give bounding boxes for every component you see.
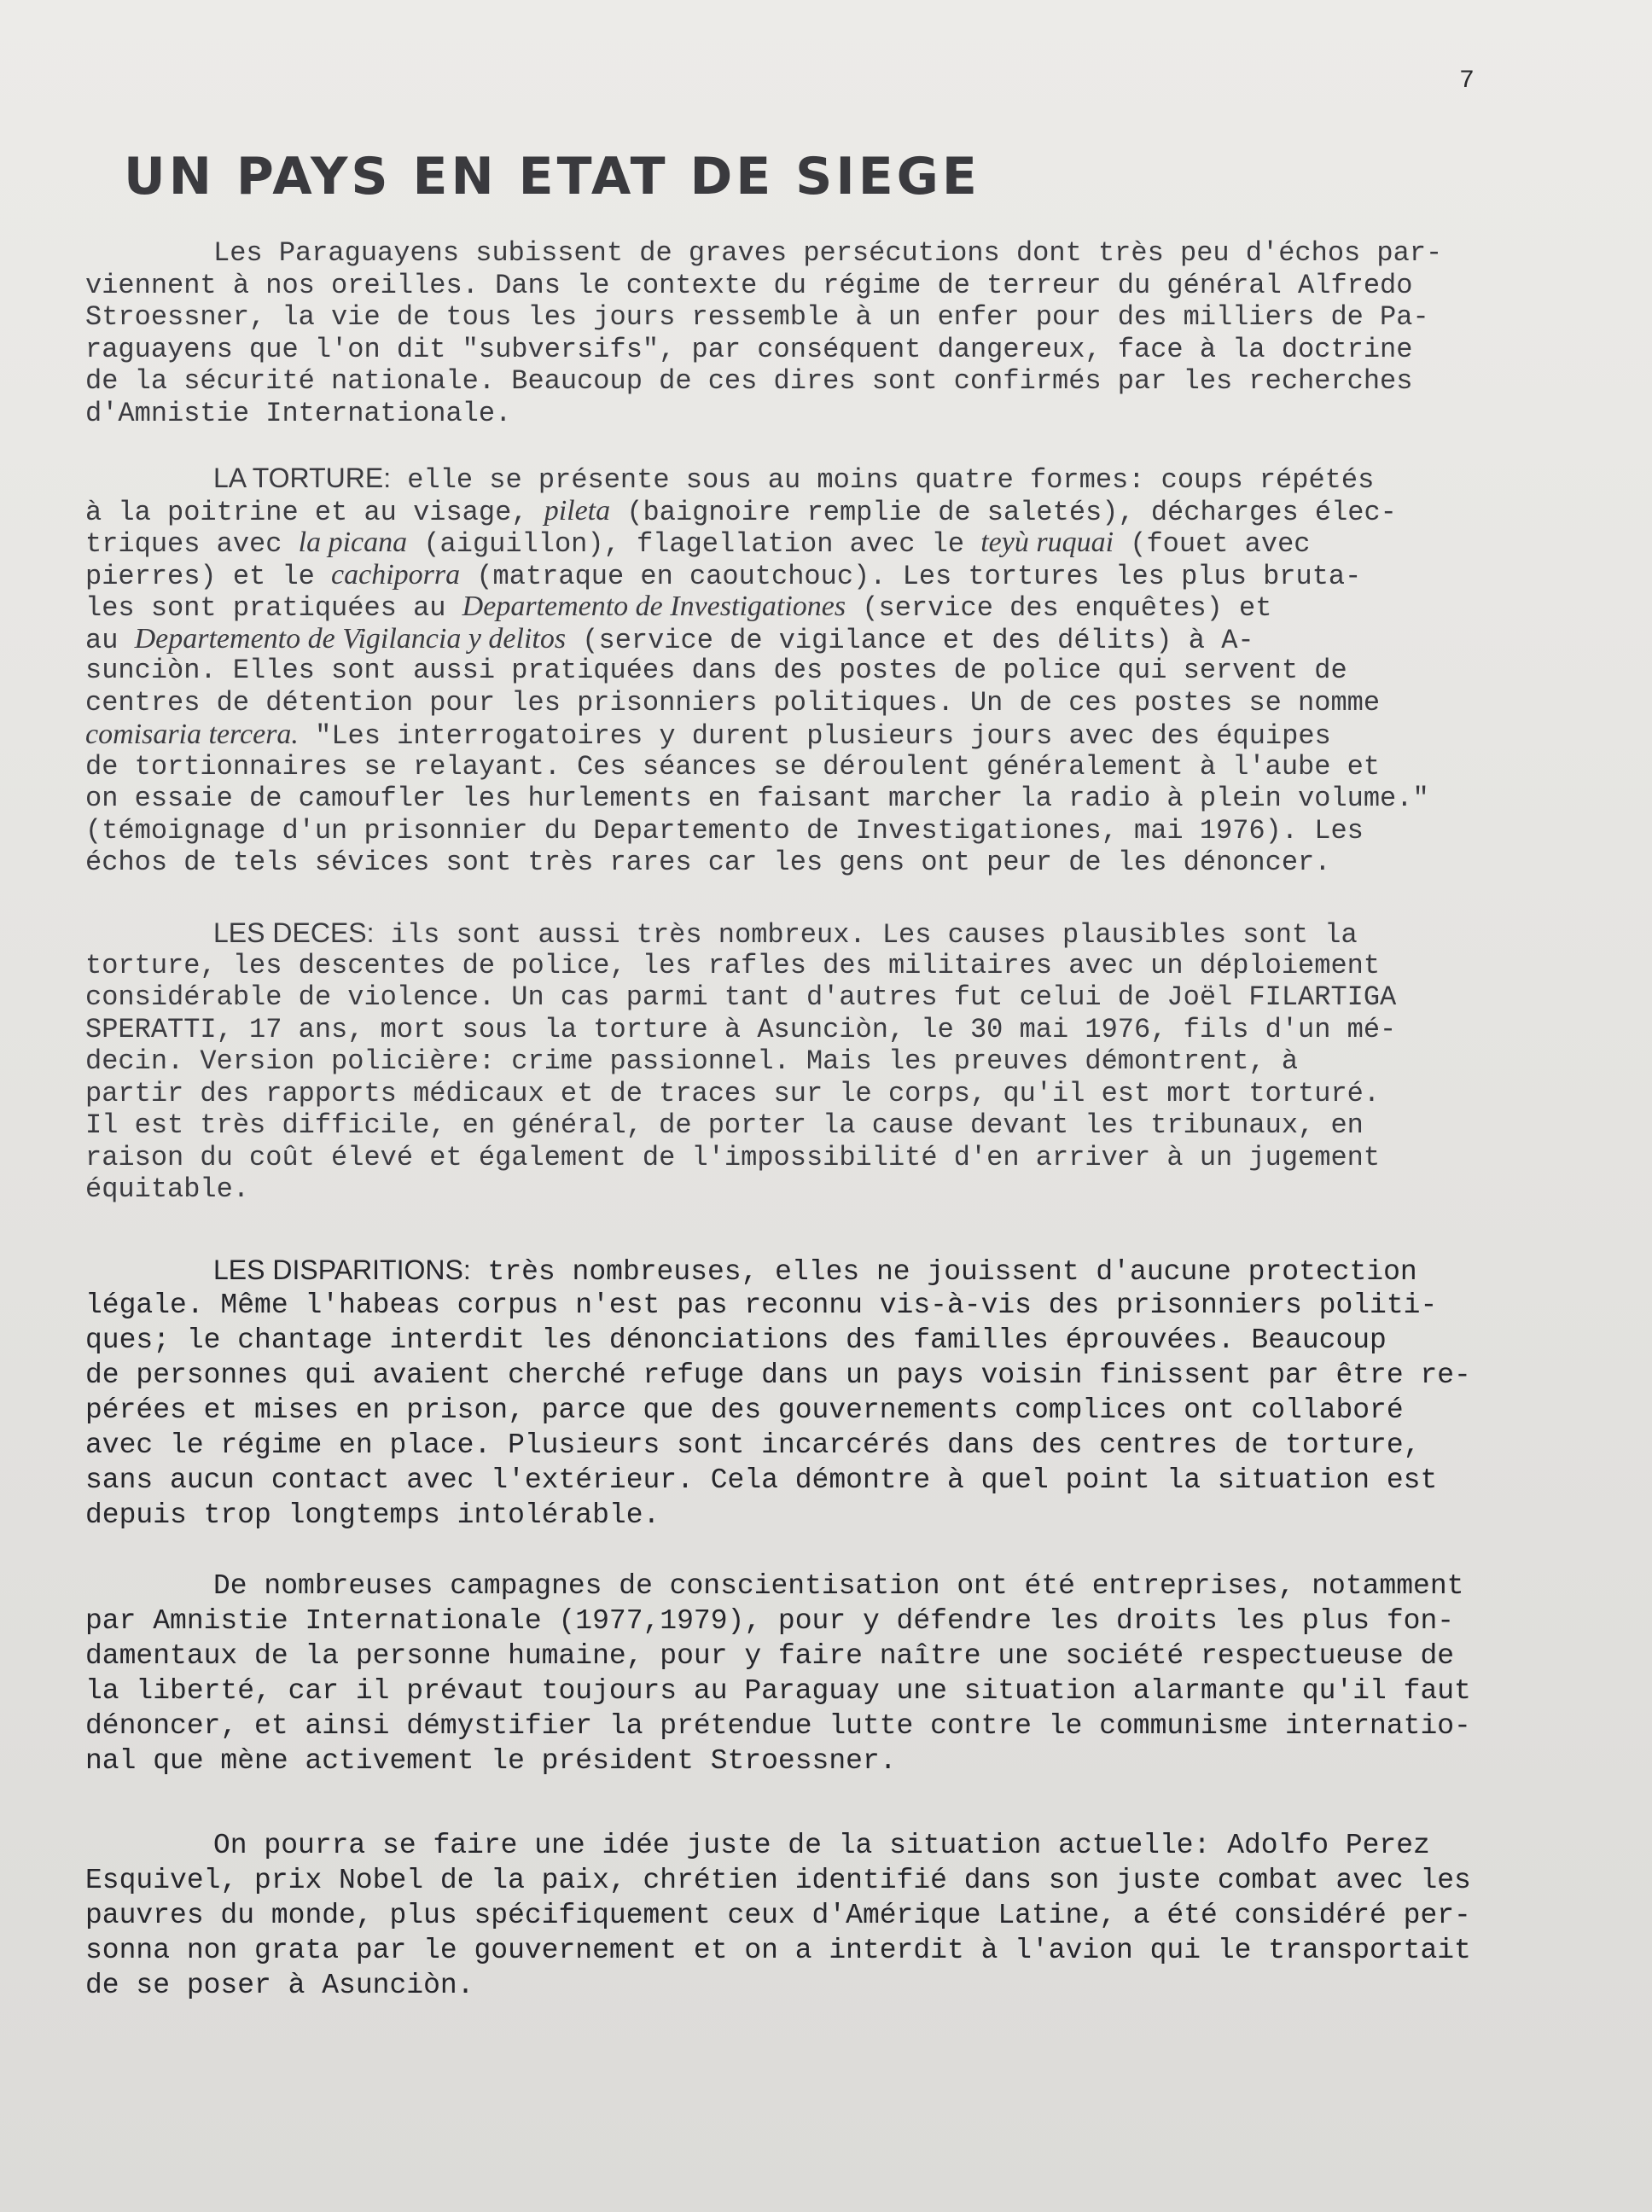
text-span: les sont pratiquées au — [85, 592, 446, 624]
italic-term: teyù ruquai — [980, 527, 1114, 558]
text-span: à la poitrine et au visage, — [85, 496, 528, 528]
text-line: avec le régime en place. Plusieurs sont incarcérés dans des centres de torture, — [85, 1429, 1421, 1461]
text-line — [85, 719, 1502, 751]
text-line: légale. Même l'habeas corpus n'est pas reconnu vis-à-vis des prisonniers politi- — [85, 1289, 1438, 1321]
text-line: de personnes qui avaient cherché refuge dans un pays voisin finissent par être re- — [85, 1359, 1471, 1391]
text-line — [85, 917, 1502, 950]
text-line — [85, 1828, 1502, 1863]
text-line: de tortionnaires se relayant. Ces séances se déroulent généralement à l'aube et — [85, 750, 1381, 783]
text-span: (fouet avec — [1130, 528, 1311, 560]
text-line: Il est très difficile, en général, de porter la cause devant les tribunaux, en — [85, 1109, 1364, 1141]
text-line: de se poser à Asunciòn. — [85, 1970, 474, 2001]
text-span: (aiguillon), flagellation avec le — [423, 528, 965, 560]
text-line: sunciòn. Elles sont aussi pratiquées dans des postes de police qui servent de — [85, 655, 1347, 686]
text-span: pierres) et le — [85, 560, 315, 592]
text-line — [85, 1569, 1502, 1604]
text-line: dénoncer, et ainsi démystifier la prétendue lutte contre le communisme internatio- — [85, 1710, 1471, 1742]
section-label-deces: LES DECES: — [213, 917, 375, 948]
disparitions-paragraph — [85, 1253, 1502, 1533]
text-span: (service de vigilance et des délits) à A- — [582, 624, 1254, 656]
text-line: on essaie de camoufler les hurlements en faisant marcher la radio à plein volume." — [85, 783, 1429, 814]
text-line: raguayens que l'on dit "subversifs", par conséquent dangereux, face à la doctrine — [85, 333, 1413, 365]
text-span: (service des enquêtes) et — [862, 592, 1272, 624]
text-line: centres de détention pour les prisonniers politiques. Un de ces postes se nomme — [85, 686, 1381, 719]
text-span: ils sont aussi très nombreux. Les causes plausibles sont la — [390, 919, 1358, 951]
text-line: sans aucun contact avec l'extérieur. Cela démontre à quel point la situation est — [85, 1464, 1438, 1496]
text-span: De nombreuses campagnes de conscientisation ont été entreprises, notamment — [213, 1570, 1464, 1602]
text-span: Les Paraguayens subissent de graves persécutions dont très peu d'échos par- — [213, 237, 1443, 269]
text-line: Esquivel, prix Nobel de la paix, chrétien identifié dans son juste combat avec les — [85, 1865, 1471, 1896]
intro-paragraph — [85, 237, 1502, 429]
italic-term: la picana — [298, 527, 408, 558]
section-label-torture: LA TORTURE: — [213, 463, 392, 493]
text-line: raison du coût élevé et également de l'impossibilité d'en arriver à un jugement — [85, 1141, 1381, 1173]
page-number: 7 — [1459, 67, 1475, 96]
text-line: échos de tels sévices sont très rares car les gens ont peur de les dénoncer. — [85, 847, 1331, 878]
text-span: elle se présente sous au moins quatre formes: coups répétés — [407, 464, 1375, 496]
text-line: pérées et mises en prison, parce que des gouvernements complices ont collaboré — [85, 1394, 1404, 1426]
text-line: (témoignage d'un prisonnier du Departemento de Investigationes, mai 1976). Les — [85, 814, 1364, 847]
text-span: au — [85, 624, 119, 656]
text-span: (baignoire remplie de saletés), décharges élec- — [626, 496, 1397, 528]
conclusion-paragraph — [85, 1828, 1502, 2003]
text-line: considérable de violence. Un cas parmi tant d'autres fut celui de Joël FILARTIGA — [85, 981, 1397, 1013]
text-line — [85, 623, 1502, 655]
text-line: par Amnistie Internationale (1977,1979), pour y défendre les droits les plus fon- — [85, 1605, 1455, 1637]
text-line: ques; le chantage interdit les dénonciations des familles éprouvées. Beaucoup — [85, 1324, 1387, 1356]
italic-term: Departemento de Vigilancia y delitos — [134, 622, 567, 655]
text-line: nal que mène activement le président Stroessner. — [85, 1745, 897, 1777]
text-span: (matraque en caoutchouc). Les tortures les plus bruta- — [476, 560, 1362, 592]
text-line: la liberté, car il prévaut toujours au Paraguay une situation alarmante qu'il faut — [85, 1675, 1471, 1707]
text-line: torture, les descentes de police, les rafles des militaires avec un déploiement — [85, 949, 1381, 981]
section-label-disparitions: LES DISPARITIONS: — [213, 1254, 471, 1285]
text-line — [85, 527, 1502, 559]
text-line — [85, 463, 1502, 495]
text-span: triques avec — [85, 528, 282, 560]
text-line: équitable. — [85, 1173, 250, 1205]
text-line: sonna non grata par le gouvernement et on a interdit à l'avion qui le transportait — [85, 1935, 1471, 1966]
text-line: Stroessner, la vie de tous les jours ressemble à un enfer pour des milliers de Pa- — [85, 301, 1429, 333]
deces-paragraph — [85, 917, 1502, 1206]
text-line — [85, 559, 1502, 591]
text-line — [85, 237, 1502, 270]
text-line: decin. Version policière: crime passionnel. Mais les preuves démontrent, à — [85, 1045, 1299, 1077]
text-line: pauvres du monde, plus spécifiquement ceux d'Amérique Latine, a été considéré per- — [85, 1900, 1471, 1931]
campagnes-paragraph — [85, 1569, 1502, 1778]
italic-term: pileta — [544, 494, 611, 527]
text-span: On pourra se faire une idée juste de la situation actuelle: Adolfo Perez — [213, 1830, 1430, 1861]
italic-term: comisaria tercera. — [85, 719, 299, 750]
text-line: depuis trop longtemps intolérable. — [85, 1499, 660, 1531]
text-line: de la sécurité nationale. Beaucoup de ces dires sont confirmés par les recherches — [85, 365, 1413, 397]
text-line: SPERATTI, 17 ans, mort sous la torture à Asunciòn, le 30 mai 1976, fils d'un mé- — [85, 1013, 1397, 1045]
text-line: d'Amnistie Internationale. — [85, 397, 512, 429]
text-line — [85, 591, 1502, 623]
text-line: damentaux de la personne humaine, pour y faire naître une société respectueuse de — [85, 1640, 1455, 1672]
text-line: viennent à nos oreilles. Dans le contexte du régime de terreur du général Alfredo — [85, 269, 1413, 301]
page-title: UN PAYS EN ETAT DE SIEGE — [124, 147, 980, 207]
text-line — [85, 1253, 1502, 1288]
text-line — [85, 495, 1502, 527]
text-line: partir des rapports médicaux et de traces sur le corps, qu'il est mort torturé. — [85, 1077, 1381, 1109]
italic-term: cachiporra — [331, 558, 461, 591]
torture-paragraph — [85, 463, 1502, 879]
italic-term: Departemento de Investigationes — [462, 591, 846, 622]
text-span: très nombreuses, elles ne jouissent d'aucune protection — [487, 1256, 1417, 1288]
text-span: "Les interrogatoires y durent plusieurs jours avec des équipes — [315, 720, 1331, 752]
